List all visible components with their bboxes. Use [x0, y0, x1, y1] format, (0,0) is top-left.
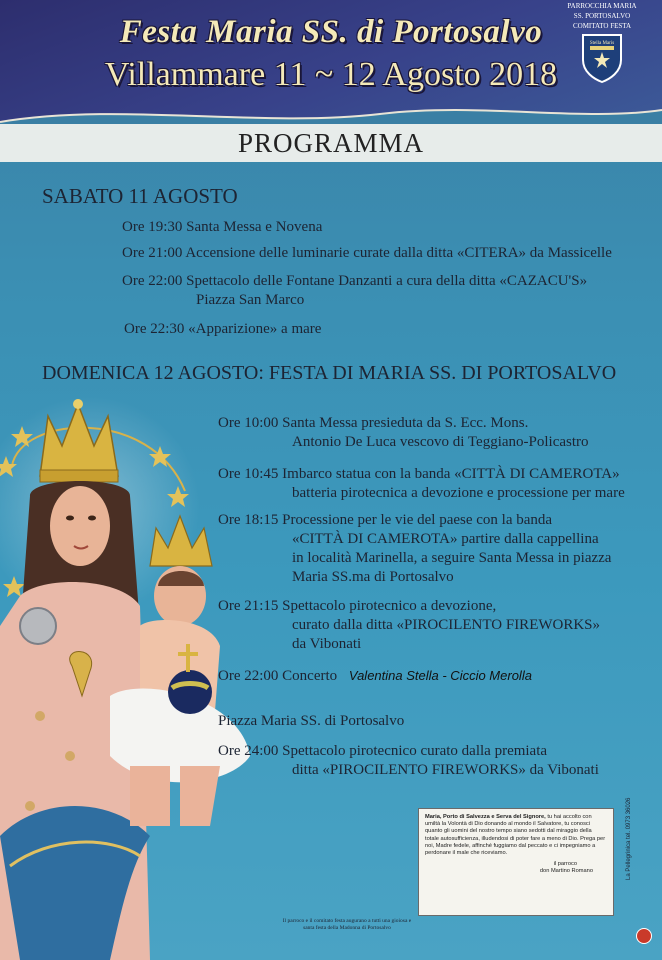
event-text: Processione per le vie del paese con la banda — [282, 512, 553, 528]
domenica-event-3 — [218, 511, 611, 587]
event-text-line2: curato dalla ditta «PIROCILENTO FIREWORKS» — [292, 617, 601, 633]
event-text-line3: da Vibonati — [292, 636, 362, 652]
event-time: Ore 22:00 — [218, 668, 279, 684]
event-time: Ore 18:15 — [218, 512, 279, 528]
sabato-event-1 — [122, 218, 322, 237]
prayer-box — [418, 808, 614, 916]
footer-greeting: Il parroco e il comitato festa augurano a tutti una gioiosa e santa festa della Madonna di Portosalvo — [282, 918, 412, 931]
programma-title: PROGRAMMA — [237, 128, 425, 158]
event-text-line2: Antonio De Luca vescovo di Teggiano-Policastro — [292, 434, 589, 450]
parish-badge-text: Stella Maris — [589, 41, 615, 46]
event-time: Ore 22:30 — [124, 321, 185, 337]
parish-line-2: SS. PORTOSALVO — [573, 12, 631, 20]
event-text-line4: Maria SS.ma di Portosalvo — [292, 569, 454, 585]
domenica-event-5 — [218, 666, 532, 686]
parish-block — [560, 0, 644, 89]
event-text: Concerto — [282, 668, 338, 684]
domenica-event-4 — [218, 597, 600, 654]
event-text: «Apparizione» a mare — [188, 321, 322, 337]
event-time: Ore 22:00 — [122, 273, 183, 289]
printer-credit: La Pellegrinica tel. 0973 36026 — [626, 797, 632, 880]
event-text-line2: Piazza San Marco — [196, 292, 305, 308]
poster-title: Festa Maria SS. di Portosalvo — [119, 14, 543, 50]
domenica-event-6 — [218, 712, 404, 731]
event-text: Spettacolo pirotecnico a devozione, — [282, 598, 497, 614]
event-time: Ore 24:00 — [218, 743, 279, 759]
domenica-event-1 — [218, 414, 589, 452]
sabato-heading: SABATO 11 AGOSTO — [42, 184, 238, 208]
domenica-heading: DOMENICA 12 AGOSTO: FESTA DI MARIA SS. DI PORTOSALVO — [42, 362, 617, 384]
event-time: Ore 19:30 — [122, 219, 183, 235]
sabato-event-2 — [122, 244, 612, 263]
sabato-event-4 — [124, 320, 321, 339]
prayer-signature-role: il parroco — [553, 861, 577, 868]
parish-line-1: PARROCCHIA MARIA — [567, 2, 637, 10]
prayer-body: tu hai accolto con umiltà la Volontà di Dio donando al mondo il Salvatore, tu conosci quanto gli uomini del nostro tempo siano sedotti dal miraggio della totale autosufficienza, illudendosi di poter fare a meno di Dio. Prega per noi, Madre fedele, affinché fuggiamo dal peccato e ci impegniamo a perdonare il male che riceviamo. — [425, 814, 606, 857]
event-text: Spettacolo pirotecnico curato dalla premiata — [282, 743, 548, 759]
event-text-line2: batteria pirotecnica a devozione e processione per mare — [292, 485, 625, 501]
domenica-event-2 — [218, 465, 625, 503]
event-text: Spettacolo delle Fontane Danzanti a cura della ditta «CAZACU'S» — [186, 273, 588, 289]
prayer-signature-name: don Martino Romano — [539, 868, 593, 875]
event-text-line2: ditta «PIROCILENTO FIREWORKS» da Vibonati — [292, 762, 599, 778]
parish-shield-icon — [580, 32, 624, 84]
event-time: Ore 21:00 — [122, 245, 183, 261]
programma-bar — [0, 124, 662, 162]
event-text: Imbarco statua con la banda «CITTÀ DI CAMEROTA» — [282, 466, 620, 482]
event-text: Santa Messa e Novena — [186, 219, 323, 235]
poster-date-line: Villammare 11 ~ 12 Agosto 2018 — [104, 56, 558, 93]
event-text: Santa Messa presieduta da S. Ecc. Mons. — [282, 415, 529, 431]
printer-logo-icon — [636, 928, 652, 944]
event-time: Ore 21:15 — [218, 598, 279, 614]
event-text: Accensione delle luminarie curate dalla ditta «CITERA» da Massicelle — [185, 245, 612, 261]
sabato-event-3 — [122, 272, 587, 310]
parish-line-3: COMITATO FESTA — [572, 22, 632, 30]
domenica-event-7 — [218, 742, 599, 780]
event-time: Ore 10:45 — [218, 466, 279, 482]
event-text-line3: in località Marinella, a seguire Santa Messa in piazza — [292, 550, 612, 566]
concert-performers: Valentina Stella - Ciccio Merolla — [348, 668, 532, 683]
event-text: Piazza Maria SS. di Portosalvo — [218, 713, 405, 729]
event-text-line2: «CITTÀ DI CAMEROTA» partire dalla cappellina — [292, 531, 599, 547]
event-time: Ore 10:00 — [218, 415, 279, 431]
prayer-title: Maria, Porto di Salvezza e Serva del Signore, — [425, 814, 546, 820]
